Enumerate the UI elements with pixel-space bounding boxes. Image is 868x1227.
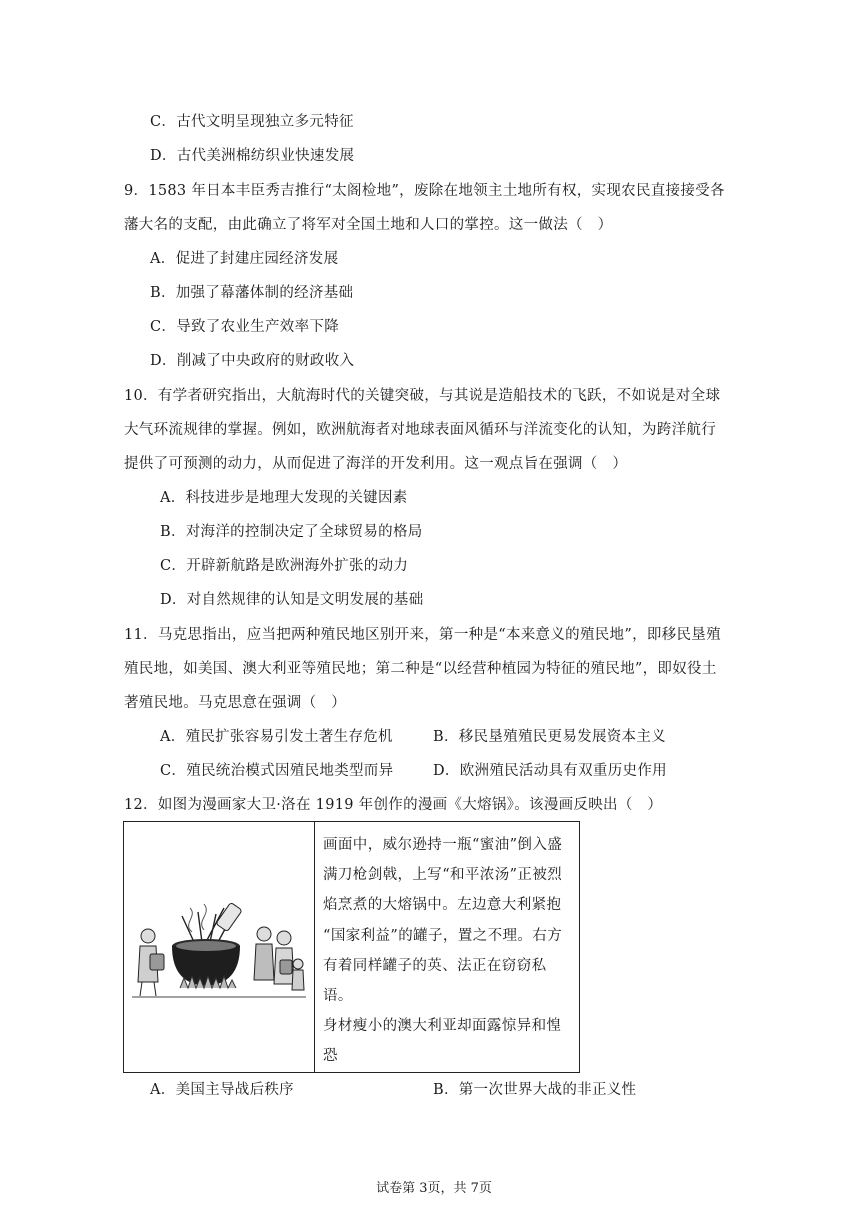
caption-line: “国家利益”的罐子，置之不理。右方 [323, 927, 563, 944]
q10-option-c: C．开辟新航路是欧洲海外扩张的动力 [160, 558, 409, 574]
q10-stem-line3: 提供了可预测的动力，从而促进了海洋的开发利用。这一观点旨在强调（ ） [124, 456, 628, 472]
q10-option-d: D．对自然规律的认知是文明发展的基础 [160, 592, 424, 608]
caption-line: 满刀枪剑戟，上写“和平浓汤”正被烈 [323, 867, 563, 884]
cartoon-cell [124, 822, 315, 1073]
q11-option-c: C．殖民统治模式因殖民地类型而异 [160, 763, 394, 779]
q8-option-d: D．古代美洲棉纺织业快速发展 [150, 148, 355, 164]
q9-stem-line1: 9．1583 年日本丰臣秀吉推行“太阁检地”，废除在地领主土地所有权，实现农民直接接受各 [124, 183, 725, 199]
q12-figure-table [123, 821, 580, 1073]
caption-line: 画面中，威尔逊持一瓶“蜜油”倒入盛 [323, 837, 563, 853]
caption-line: 身材瘦小的澳大利亚却面露惊异和惶 [323, 1018, 562, 1035]
q9-option-b: B．加强了幕藩体制的经济基础 [150, 285, 354, 301]
q9-option-d: D．削减了中央政府的财政收入 [150, 353, 355, 369]
page-footer: 试卷第 3页，共 7页 [376, 1181, 492, 1196]
q11-option-a: A．殖民扩张容易引发土著生存危机 [160, 729, 393, 745]
q8-option-c: C．古代文明呈现独立多元特征 [150, 114, 354, 130]
q11-stem-line3: 著殖民地。马克思意在强调（ ） [124, 695, 346, 711]
caption-line: 恐 [323, 1048, 338, 1065]
q12-stem-line1: 12．如图为漫画家大卫·洛在 1919 年创作的漫画《大熔锅》。该漫画反映出（ ） [124, 797, 663, 813]
cartoon-caption-cell [315, 822, 580, 1073]
q10-option-a: A．科技进步是地理大发现的关键因素 [160, 490, 408, 506]
q10-option-b: B．对海洋的控制决定了全球贸易的格局 [160, 524, 423, 540]
q10-stem-line2: 大气环流规律的掌握。例如，欧洲航海者对地球表面风循环与洋流变化的认知，为跨洋航行 [124, 422, 716, 438]
q12-option-b: B．第一次世界大战的非正义性 [433, 1082, 637, 1098]
q11-stem-line1: 11．马克思指出，应当把两种殖民地区别开来，第一种是“本来意义的殖民地”，即移民垦殖 [124, 627, 721, 643]
q12-option-a: A．美国主导战后秩序 [150, 1082, 294, 1098]
q9-option-c: C．导致了农业生产效率下降 [150, 319, 339, 335]
q11-option-d: D．欧洲殖民活动具有双重历史作用 [433, 763, 667, 779]
q11-stem-line2: 殖民地，如美国、澳大利亚等殖民地；第二种是“以经营种植园为特征的殖民地”，即奴役土 [124, 661, 717, 677]
caption-line: 焰烹煮的大熔锅中。左边意大利紧抱 [323, 897, 562, 914]
q9-option-a: A．促进了封建庄园经济发展 [150, 251, 339, 267]
caption-line: 有着同样罐子的英、法正在窃窃私语。 [323, 957, 547, 1005]
melting-pot-cartoon [132, 902, 306, 998]
q10-stem-line1: 10．有学者研究指出，大航海时代的关键突破，与其说是造船技术的飞跃，不如说是对全球 [124, 388, 721, 404]
q11-option-b: B．移民垦殖殖民更易发展资本主义 [433, 729, 666, 745]
q9-stem-line2: 藩大名的支配，由此确立了将军对全国土地和人口的掌控。这一做法（ ） [124, 217, 613, 233]
